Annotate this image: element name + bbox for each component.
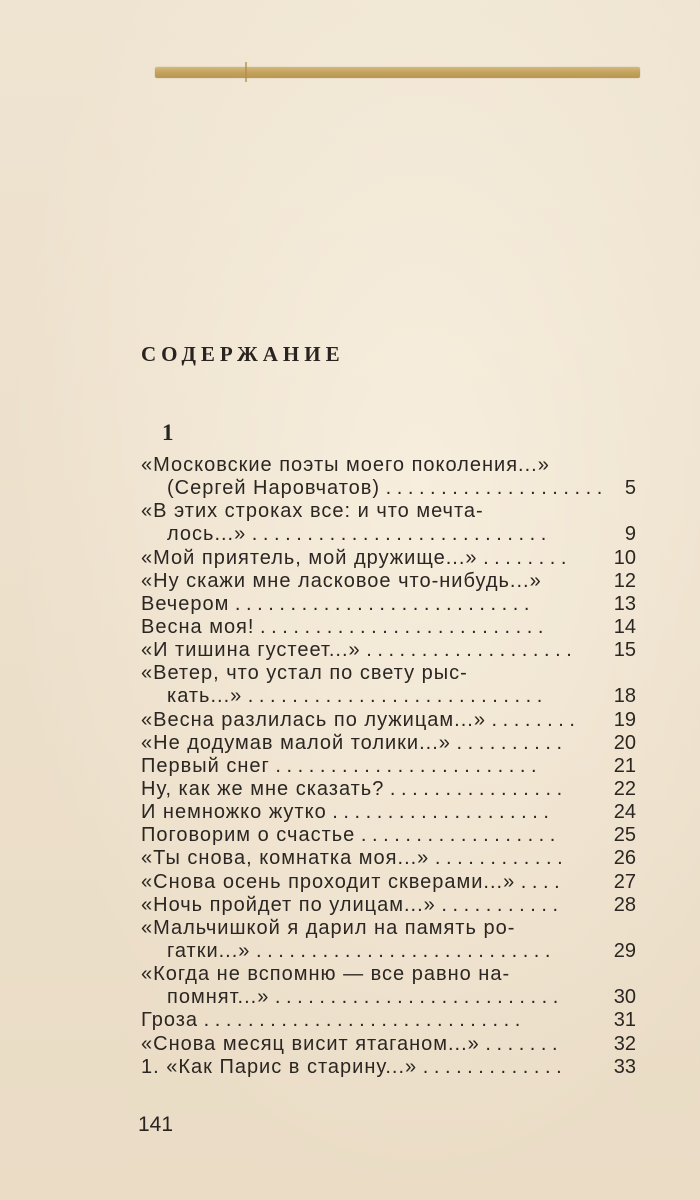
toc-entry-title [141, 570, 580, 593]
toc-entry-text: 1. «Как Парис в старину...» [141, 1055, 418, 1078]
toc-entry [141, 871, 636, 894]
toc-entry-title [141, 593, 580, 616]
toc-entry-text: Ну, как же мне сказать? [141, 777, 385, 800]
toc-entry-title [141, 709, 580, 732]
toc-entry [141, 940, 636, 963]
toc-entry [141, 986, 636, 1009]
toc-entry [141, 1033, 636, 1056]
toc-entry [141, 500, 636, 523]
toc-entry-title [141, 986, 580, 1009]
toc-entry-text: «Снова осень проходит скверами...» [141, 870, 516, 893]
toc-entry [141, 639, 636, 662]
toc-entry-text: гатки...» [167, 939, 251, 962]
toc-entry-text: Первый снег [141, 754, 270, 777]
toc-entry-text: «В этих строках все: и что мечта- [141, 500, 484, 523]
toc-entry-text: «Когда не вспомню — все равно на- [141, 963, 511, 986]
toc-leader-dots: . . . . . . . . . . . . . . . . . . . . . . . . . . . [250, 939, 551, 962]
toc-entry-text: «Снова месяц висит ятаганом...» [141, 1032, 480, 1055]
toc-entry-text: Вечером [141, 592, 230, 615]
toc-page-number: 26 [613, 847, 636, 870]
toc-entry-title [141, 963, 580, 986]
toc-entry-title [141, 685, 580, 708]
toc-entry [141, 778, 636, 801]
page-folio: 141 [138, 1113, 174, 1136]
toc-entry-title [141, 454, 580, 477]
toc-page-number: 28 [613, 893, 636, 916]
toc-leader-dots: . . . . . . . . . . [450, 731, 563, 754]
toc-entry-text: «Мальчишкой я дарил на память ро- [141, 916, 516, 939]
toc-leader-dots: . . . . . . . . . . . . . . . . . . . . . . . . . . . [242, 685, 543, 708]
toc-entry-title [141, 616, 580, 639]
toc-entry [141, 616, 636, 639]
toc-entry-text: «Ветер, что устал по свету рыс- [141, 662, 468, 685]
toc-leader-dots: . . . . . . . . . . . . [429, 847, 563, 870]
toc-leader-dots: . . . . . . . . . . . . . . . . [384, 777, 563, 800]
toc-entry-text: (Сергей Наровчатов) [167, 477, 381, 500]
toc-entry [141, 523, 636, 546]
toc-entry-title [141, 940, 580, 963]
toc-entry-title [141, 1056, 580, 1079]
table-of-contents [141, 454, 636, 1079]
toc-entry-title [141, 894, 580, 917]
toc-entry-text: И немножко жутко [141, 801, 327, 824]
toc-entry [141, 547, 636, 570]
rule-tick-mark [245, 62, 247, 82]
toc-entry [141, 847, 636, 870]
toc-page-number: 24 [613, 801, 636, 824]
toc-entry [141, 709, 636, 732]
toc-entry-text: лось...» [167, 523, 247, 546]
toc-page-number: 5 [624, 477, 636, 500]
toc-page-number: 12 [613, 569, 636, 592]
toc-page-number: 19 [613, 708, 636, 731]
toc-leader-dots: . . . . . . . . . . . . . . . . . . . . [326, 801, 549, 824]
toc-entry [141, 593, 636, 616]
toc-entry-text: «Ночь пройдет по улицам...» [141, 893, 436, 916]
toc-leader-dots: . . . . . . . . . . . . . . . . . . . . . . . . . . . . . [198, 1009, 521, 1032]
toc-page-number: 18 [613, 685, 636, 708]
toc-entry-title [141, 778, 580, 801]
toc-entry [141, 801, 636, 824]
toc-entry-title [141, 801, 580, 824]
toc-entry-text: «Ты снова, комнатка моя...» [141, 847, 430, 870]
toc-entry-text: «Весна разлилась по лужицам...» [141, 708, 486, 731]
toc-entry-title [141, 732, 580, 755]
toc-page-number: 22 [613, 777, 636, 800]
toc-entry-title [141, 639, 580, 662]
toc-page-number: 29 [613, 939, 636, 962]
toc-page-number: 15 [613, 639, 636, 662]
toc-entry [141, 570, 636, 593]
toc-entry [141, 917, 636, 940]
toc-entry-text: «Московские поэты моего поколения...» [141, 454, 550, 476]
toc-entry-title [141, 824, 580, 847]
toc-entry-text: Гроза [141, 1009, 199, 1032]
toc-page-number: 20 [613, 731, 636, 754]
toc-page-number: 31 [613, 1009, 636, 1032]
toc-entry [141, 824, 636, 847]
contents-heading: СОДЕРЖАНИЕ [141, 342, 345, 366]
toc-leader-dots: . . . . . . . . . . . . . . . . . . . . . . . . . . . [246, 523, 547, 546]
toc-entry [141, 732, 636, 755]
toc-entry-text: «Не додумав малой толики...» [141, 731, 451, 754]
toc-page-number: 33 [613, 1055, 636, 1078]
toc-entry-title [141, 847, 580, 870]
toc-entry [141, 454, 636, 477]
toc-entry-title [141, 477, 603, 500]
toc-entry [141, 755, 636, 778]
toc-leader-dots: . . . . . . . . . . . . . [417, 1055, 562, 1078]
toc-page-number: 21 [613, 754, 636, 777]
toc-entry [141, 963, 636, 986]
toc-leader-dots: . . . . . . . . . . . [435, 893, 559, 916]
toc-page-number: 10 [613, 546, 636, 569]
toc-leader-dots: . . . . . . . . . . . . . . . . . . . . . . . . . . [269, 986, 559, 1009]
toc-leader-dots: . . . . [515, 870, 560, 893]
toc-entry-title [141, 547, 580, 570]
toc-leader-dots: . . . . . . . . . . . . . . . . . . . [360, 639, 572, 662]
toc-page-number: 25 [613, 824, 636, 847]
toc-entry-title [141, 917, 580, 940]
toc-entry-text: Весна моя! [141, 615, 255, 638]
toc-leader-dots: . . . . . . . . . . . . . . . . . . . . [380, 477, 603, 500]
toc-entry [141, 1009, 636, 1032]
toc-leader-dots: . . . . . . . . . . . . . . . . . . . . . . . . [269, 754, 537, 777]
toc-entry [141, 1056, 636, 1079]
toc-page-number: 30 [613, 986, 636, 1009]
toc-entry-title [141, 1009, 580, 1032]
toc-entry [141, 662, 636, 685]
toc-page-number: 13 [613, 592, 636, 615]
toc-entry-title [141, 755, 580, 778]
toc-leader-dots: . . . . . . . [479, 1032, 558, 1055]
toc-leader-dots: . . . . . . . . . . . . . . . . . . [355, 824, 556, 847]
gold-decorative-rule [155, 67, 640, 78]
toc-page-number: 32 [613, 1032, 636, 1055]
toc-entry-text: «И тишина густеет...» [141, 639, 361, 662]
toc-entry-title [141, 500, 580, 523]
toc-entry [141, 685, 636, 708]
toc-entry-text: Поговорим о счастье [141, 824, 356, 847]
toc-entry-text: «Мой приятель, мой дружище...» [141, 546, 478, 569]
toc-entry-title [141, 871, 580, 894]
toc-entry-text: «Ну скажи мне ласковое что-нибудь...» [141, 569, 542, 592]
toc-entry-title [141, 662, 580, 685]
toc-leader-dots: . . . . . . . . [485, 708, 575, 731]
toc-leader-dots: . . . . . . . . [477, 546, 567, 569]
toc-page-number: 9 [624, 523, 636, 546]
toc-entry [141, 894, 636, 917]
toc-entry-text: помнят...» [167, 986, 270, 1009]
toc-page-number: 14 [613, 615, 636, 638]
toc-entry-title [141, 1033, 580, 1056]
toc-leader-dots: . . . . . . . . . . . . . . . . . . . . . . . . . . [254, 615, 544, 638]
toc-page-number: 27 [613, 870, 636, 893]
section-number: 1 [162, 420, 174, 445]
toc-entry-title [141, 523, 580, 546]
toc-leader-dots: . . . . . . . . . . . . . . . . . . . . . . . . . . . [229, 592, 530, 615]
toc-entry-text: кать...» [167, 685, 243, 708]
toc-entry [141, 477, 636, 500]
